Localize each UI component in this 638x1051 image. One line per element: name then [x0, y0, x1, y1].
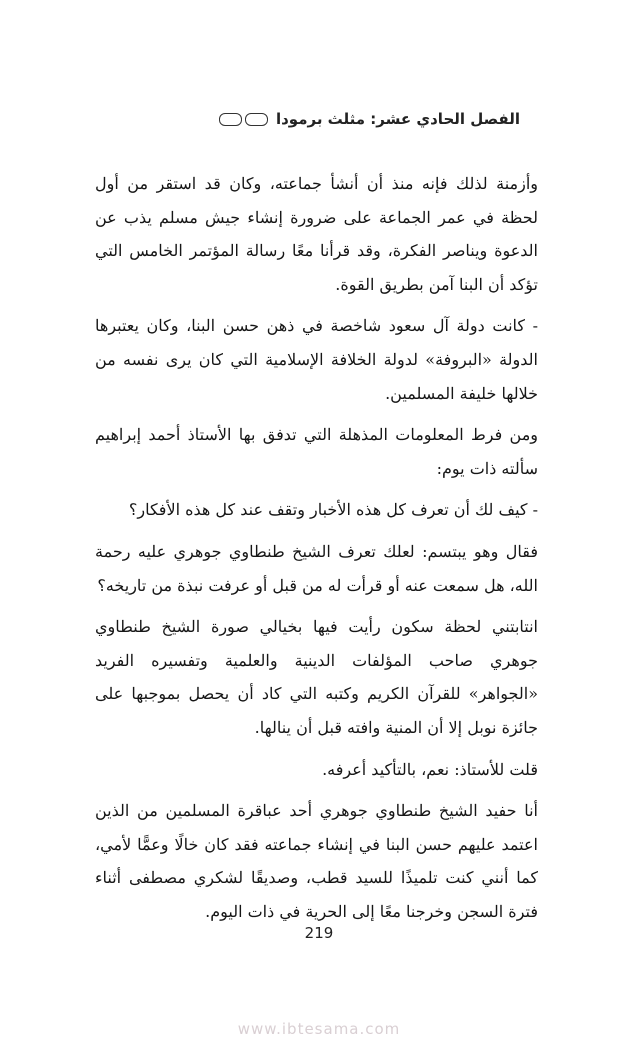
page-number: 219 — [304, 924, 334, 942]
paragraph: انتابتني لحظة سكون رأيت فيها بخيالي صورة الشيخ طنطاوي جوهري صاحب المؤلفات الدينية والعلمية وتفسيره الفريد «الجواهر» للقرآن الكريم وكتبه التي كاد أن يحصل بموجبها على جائزة نوبل إلا أن المنية وافته قبل أن ينالها. — [95, 617, 538, 737]
ornament-pill-icon — [245, 113, 268, 126]
paragraph: وأزمنة لذلك فإنه منذ أن أنشأ جماعته، وكان قد استقر من أول لحظة في عمر الجماعة على ضرورة إنشاء جيش مسلم يذب عن الدعوة ويناصر الفكرة، وقد قرأنا معًا رسالة المؤتمر الخامس التي تؤكد أن البنا آمن بطريق القوة. — [95, 174, 538, 294]
paragraph: ومن فرط المعلومات المذهلة التي تدفق بها الأستاذ أحمد إبراهيم سألته ذات يوم: — [95, 425, 538, 478]
paragraph: أنا حفيد الشيخ طنطاوي جوهري أحد عباقرة المسلمين من الذين اعتمد عليهم حسن البنا في إنشاء جماعته فقد كان خالًا وعمًّا لأمي، كما أنني كنت تلميذًا للسيد قطب، وصديقًا لشكري مصطفى أثناء فترة السجن وخرجنا معًا إلى الحرية في ذات اليوم. — [95, 801, 538, 921]
ornament-pill-icon — [219, 113, 242, 126]
paragraph: - كانت دولة آل سعود شاخصة في ذهن حسن البنا، وكان يعتبرها الدولة «البروفة» لدولة الخلافة الإسلامية التي كان يرى نفسه من خلالها خليفة المسلمين. — [95, 316, 538, 403]
chapter-title: الفصل الحادي عشر: مثلث برمودا — [275, 110, 520, 128]
paragraph: فقال وهو يبتسم: لعلك تعرف الشيخ طنطاوي جوهري عليه رحمة الله، هل سمعت عنه أو قرأت له من قبل أو عرفت نبذة من تاريخه؟ — [95, 541, 538, 595]
watermark-link[interactable]: www.ibtesama.com — [237, 1020, 401, 1038]
paragraph: قلت للأستاذ: نعم، بالتأكيد أعرفه. — [322, 759, 538, 779]
running-header — [219, 110, 520, 128]
body-text — [95, 167, 538, 928]
paragraph: - كيف لك أن تعرف كل هذه الأخبار وتقف عند كل هذه الأفكار؟ — [128, 500, 538, 520]
header-ornament-icon — [219, 113, 268, 126]
